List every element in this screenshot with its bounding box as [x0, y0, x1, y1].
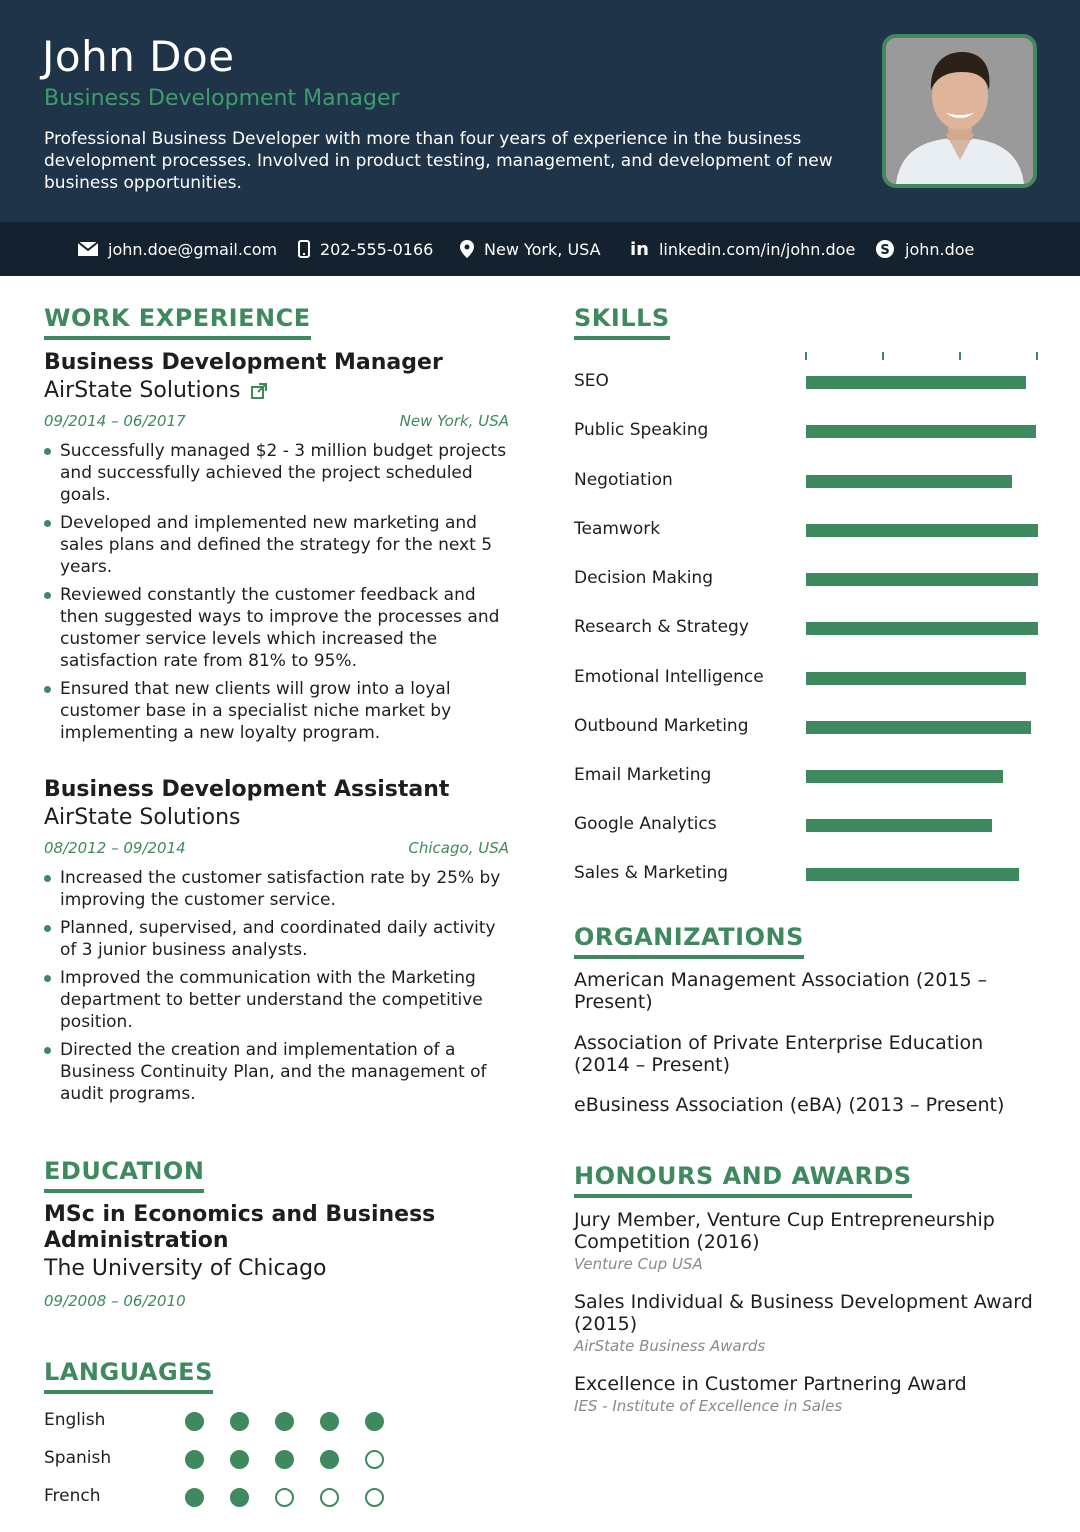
- skill-row: [574, 810, 1044, 840]
- bullet-item: Developed and implemented new marketing and sales plans and defined the strategy for the next 5 years.: [44, 512, 512, 578]
- skill-row: [574, 564, 1044, 594]
- person-portrait-icon: [886, 38, 1033, 184]
- section-title-awards: HONOURS AND AWARDS: [574, 1162, 912, 1198]
- bullet-item: Reviewed constantly the customer feedback and then suggested ways to improve the processes and customer service levels which increased the satisfaction rate from 81% to 95%.: [44, 584, 512, 672]
- external-link-icon[interactable]: [251, 383, 267, 399]
- skill-bar: [806, 622, 1038, 635]
- bullet-item: Increased the customer satisfaction rate by 25% by improving the customer service.: [44, 867, 512, 911]
- skill-row: [574, 466, 1044, 496]
- skill-bar: [806, 721, 1031, 734]
- skill-row: [574, 367, 1044, 397]
- level-dot: [230, 1412, 249, 1431]
- school-name: The University of Chicago: [44, 1256, 327, 1281]
- language-name: Spanish: [44, 1448, 112, 1468]
- skill-name: Public Speaking: [574, 420, 709, 440]
- skill-row: [574, 613, 1044, 643]
- skill-bar: [806, 376, 1026, 389]
- scale-tick: [1036, 352, 1038, 360]
- language-name: French: [44, 1486, 101, 1506]
- skill-name: Outbound Marketing: [574, 716, 749, 736]
- award-title: Excellence in Customer Partnering Award: [574, 1373, 967, 1395]
- award-item: [574, 1373, 1034, 1415]
- skill-row: [574, 712, 1044, 742]
- section-title-work: WORK EXPERIENCE: [44, 304, 311, 340]
- job-bullets: [44, 867, 512, 1111]
- skill-bar: [806, 672, 1026, 685]
- skill-bar: [806, 524, 1038, 537]
- skill-row: [574, 761, 1044, 791]
- job-meta: [44, 839, 509, 857]
- level-dot: [365, 1412, 384, 1431]
- bullet-item: Planned, supervised, and coordinated daily activity of 3 junior business analysts.: [44, 917, 512, 961]
- email-text: john.doe@gmail.com: [108, 239, 278, 259]
- skill-name: Google Analytics: [574, 814, 717, 834]
- level-dot: [185, 1488, 204, 1507]
- company-text: AirState Solutions: [44, 378, 241, 403]
- skill-name: SEO: [574, 371, 609, 391]
- job-dates: 09/2014 – 06/2017: [44, 412, 186, 430]
- award-issuer: IES - Institute of Excellence in Sales: [574, 1397, 843, 1415]
- resume-header: [0, 0, 1080, 222]
- phone-text: 202-555-0166: [320, 239, 434, 259]
- language-row: [44, 1446, 404, 1474]
- section-title-organizations: ORGANIZATIONS: [574, 923, 804, 959]
- skill-row: [574, 416, 1044, 446]
- skill-row: [574, 515, 1044, 545]
- skill-name: Sales & Marketing: [574, 863, 729, 883]
- level-dot: [185, 1450, 204, 1469]
- profile-summary: Professional Business Developer with more than four years of experience in the business development processes. Involved in product testing, management, and development of new business opportunities.: [44, 129, 833, 193]
- level-dot: [365, 1488, 384, 1507]
- location-text: New York, USA: [484, 239, 601, 259]
- skill-row: [574, 859, 1044, 889]
- skill-bar: [806, 819, 992, 832]
- candidate-name: John Doe: [42, 32, 235, 81]
- level-dot: [320, 1412, 339, 1431]
- level-dot: [320, 1488, 339, 1507]
- job-meta: [44, 412, 509, 430]
- skill-name: Emotional Intelligence: [574, 667, 764, 687]
- skill-name: Research & Strategy: [574, 617, 749, 637]
- job-dates: 08/2012 – 09/2014: [44, 839, 186, 857]
- bullet-item: Successfully managed $2 - 3 million budget projects and successfully achieved the project scheduled goals.: [44, 440, 512, 506]
- award-title: Sales Individual & Business Development Award (2015): [574, 1291, 1033, 1335]
- company-name: [44, 378, 267, 403]
- skill-name: Decision Making: [574, 568, 713, 588]
- organization-item: Association of Private Enterprise Education (2014 – Present): [574, 1032, 984, 1076]
- level-dot: [275, 1412, 294, 1431]
- skill-bar: [806, 770, 1003, 783]
- section-title-education: EDUCATION: [44, 1157, 204, 1193]
- level-dot: [230, 1450, 249, 1469]
- skill-bar: [806, 475, 1012, 488]
- contact-linkedin[interactable]: [630, 222, 855, 276]
- skill-name: Teamwork: [574, 519, 661, 539]
- contact-skype[interactable]: [875, 222, 974, 276]
- bullet-item: Improved the communication with the Marketing department to better understand the competitive position.: [44, 967, 512, 1033]
- company-text: AirState Solutions: [44, 805, 241, 830]
- level-dot: [365, 1450, 384, 1469]
- linkedin-icon: in: [630, 238, 649, 260]
- skill-name: Negotiation: [574, 470, 673, 490]
- job-title: Business Development Assistant: [44, 777, 450, 802]
- award-issuer: Venture Cup USA: [574, 1255, 703, 1273]
- language-row: [44, 1484, 404, 1512]
- level-dot: [185, 1412, 204, 1431]
- section-title-languages: LANGUAGES: [44, 1358, 213, 1394]
- level-dot: [320, 1450, 339, 1469]
- degree-title: MSc in Economics and Business Administration: [44, 1202, 436, 1253]
- skill-bar: [806, 573, 1038, 586]
- scale-tick: [805, 352, 807, 360]
- job-location: New York, USA: [399, 412, 509, 430]
- linkedin-text: linkedin.com/in/john.doe: [658, 239, 856, 259]
- award-issuer: AirState Business Awards: [574, 1337, 766, 1355]
- scale-tick: [882, 352, 884, 360]
- organization-item: American Management Association (2015 – Present): [574, 969, 988, 1013]
- contact-location: [460, 222, 601, 276]
- award-item: [574, 1291, 1034, 1355]
- contact-bar: [0, 222, 1080, 276]
- section-title-skills: SKILLS: [574, 304, 670, 340]
- profile-photo: [882, 34, 1037, 188]
- skill-bar: [806, 425, 1036, 438]
- phone-icon: [298, 240, 310, 258]
- job-bullets: [44, 440, 512, 750]
- candidate-title: Business Development Manager: [44, 86, 400, 111]
- organization-item: eBusiness Association (eBA) (2013 – Present): [574, 1094, 1005, 1116]
- contact-phone[interactable]: [298, 222, 433, 276]
- bullet-item: Directed the creation and implementation of a Business Continuity Plan, and the management of audit programs.: [44, 1039, 512, 1105]
- award-title: Jury Member, Venture Cup Entrepreneurship Competition (2016): [574, 1209, 995, 1253]
- education-dates: 09/2008 – 06/2010: [44, 1292, 186, 1310]
- skill-row: [574, 663, 1044, 693]
- skype-text: john.doe: [905, 239, 975, 259]
- company-name: [44, 805, 241, 830]
- svg-text:S: S: [880, 243, 890, 258]
- skype-icon: [875, 239, 895, 259]
- award-item: [574, 1209, 1034, 1273]
- map-pin-icon: [460, 240, 474, 258]
- contact-email[interactable]: [78, 222, 277, 276]
- job-location: Chicago, USA: [408, 839, 509, 857]
- level-dot: [275, 1450, 294, 1469]
- level-dot: [275, 1488, 294, 1507]
- level-dot: [230, 1488, 249, 1507]
- skill-bar: [806, 868, 1019, 881]
- scale-tick: [959, 352, 961, 360]
- envelope-icon: [78, 242, 98, 256]
- language-row: [44, 1408, 404, 1436]
- bullet-item: Ensured that new clients will grow into a loyal customer base in a specialist niche market by implementing a new loyalty program.: [44, 678, 512, 744]
- skill-name: Email Marketing: [574, 765, 712, 785]
- job-title: Business Development Manager: [44, 350, 443, 375]
- language-name: English: [44, 1410, 106, 1430]
